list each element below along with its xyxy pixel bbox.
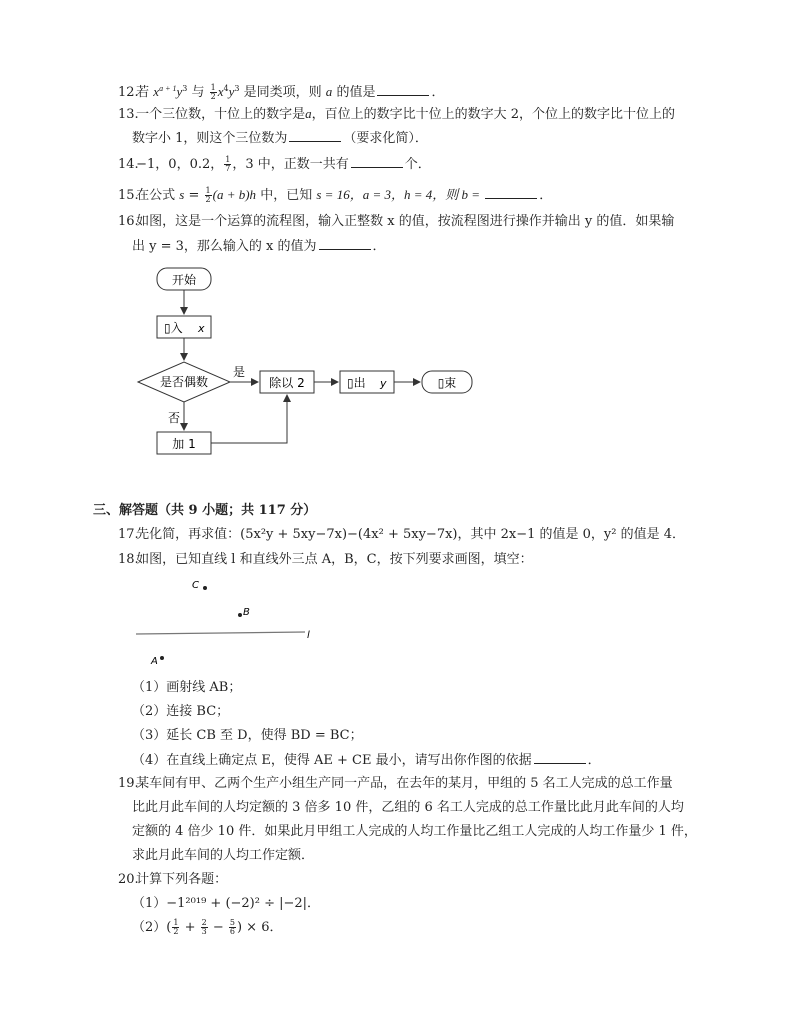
answer-blank[interactable]	[351, 155, 403, 168]
question-13-line1: 13. 一个三位数，十位上的数字是a，百位上的数字比十位上的数字大 2，个位上的数字比十位上的	[118, 106, 676, 122]
geometry-figure	[130, 575, 330, 670]
question-18-item2: （2）连接 BC；	[132, 704, 230, 719]
decision-node	[138, 362, 230, 402]
line-l	[136, 632, 305, 634]
question-18-item1: （1）画射线 AB；	[132, 680, 242, 695]
yes-label: 是	[233, 365, 246, 379]
question-18: 18. 如图，已知直线 l 和直线外三点 A，B，C，按下列要求画图，填空：	[118, 552, 533, 567]
question-19-line1: 19. 某车间有甲、乙两个生产小组生产同一产品，在去年的某月，甲组的 5 名工人完成的总工作量	[118, 776, 673, 791]
question-20-item1: （1）−1²⁰¹⁹ + (−2)² ÷ |−2|．	[132, 896, 321, 911]
svg-text:▯束: ▯束	[437, 376, 457, 390]
output-node	[340, 371, 394, 393]
question-19-line2: 比此月此车间的人均定额的 3 倍多 10 件，乙组的 6 名工人完成的总工作量比此月此车间的人均	[132, 800, 684, 815]
svg-text:加 1: 加 1	[172, 437, 196, 451]
fraction: $\frac{2}{3}$	[201, 918, 207, 936]
question-13-line2: 数字小 1，则这个三位数为 （要求化简）．	[132, 131, 428, 146]
flowchart	[130, 262, 490, 462]
start-node	[157, 268, 211, 290]
divide-node	[260, 371, 314, 393]
answer-blank[interactable]	[289, 129, 341, 142]
add-node	[157, 432, 211, 454]
question-18-item3: （3）延长 CB 至 D，使得 BD = BC；	[132, 728, 363, 743]
point-a-label: A	[151, 656, 158, 667]
question-20: 20. 计算下列各题：	[118, 872, 228, 887]
point-b-label: B	[243, 607, 250, 618]
question-14: 14. −1，0，0.2， $\frac{1}{7}$ ，3 中，正数一共有 个．	[118, 155, 431, 173]
answer-blank[interactable]	[377, 83, 429, 96]
svg-text:除以 2: 除以 2	[269, 376, 305, 390]
svg-text:x: x	[198, 322, 205, 335]
fraction: $\frac{1}{2}$	[173, 918, 179, 936]
input-node	[157, 316, 211, 338]
question-17: 17. 先化简，再求值：(5x²y + 5xy−7x)−(4x² + 5xy−7x)，其中 2x−1 的值是 0，y² 的值是 4．	[118, 527, 686, 542]
svg-text:▯入: ▯入	[164, 321, 183, 335]
fraction: $\frac{5}{6}$	[229, 918, 235, 936]
svg-text:是否偶数: 是否偶数	[159, 375, 209, 389]
answer-blank[interactable]	[319, 237, 371, 250]
answer-blank[interactable]	[485, 186, 537, 199]
point-b	[238, 613, 242, 617]
question-12: 12. 若 $x^{a + 1}y^3$ 与 $\frac{1}{2}$ $x^4y^3$ 是同类项，则 a 的值是 ．	[118, 83, 445, 101]
svg-text:开始: 开始	[171, 273, 197, 287]
point-a	[160, 656, 164, 660]
no-label: 否	[168, 411, 181, 425]
question-20-item2: （2）( $\frac{1}{2}$ + $\frac{2}{3}$ − $\frac{5}{6}$ ) × 6．	[132, 918, 283, 936]
question-19-line3: 定额的 4 倍少 10 件．如果此月甲组工人完成的人均工作量比乙组工人完成的人均工作量少 1 件，	[132, 824, 697, 839]
point-c	[203, 586, 207, 590]
svg-text:y: y	[380, 377, 387, 390]
loop-arrow	[211, 395, 287, 443]
answer-blank[interactable]	[534, 751, 586, 764]
question-15: 15. 在公式 s = $\frac{1}{2}$ (a + b)h 中，已知 s = 16，a = 3，h = 4，则 b = ．	[118, 186, 553, 204]
fraction: $\frac{1}{7}$	[225, 155, 231, 173]
question-16-line2: 出 y = 3，那么输入的 x 的值为 ．	[132, 239, 386, 254]
point-c-label: C	[192, 580, 199, 591]
fraction: $\frac{1}{2}$	[205, 186, 211, 204]
line-l-label: l	[307, 630, 310, 641]
fraction: $\frac{1}{2}$	[210, 83, 216, 101]
end-node	[422, 371, 472, 393]
question-18-item4: （4）在直线上确定点 E，使得 AE + CE 最小，请写出你作图的依据 ．	[132, 753, 601, 768]
question-19-line4: 求此月此车间的人均工作定额．	[132, 848, 315, 863]
question-16-line1: 16. 如图，这是一个运算的流程图，输入正整数 x 的值，按流程图进行操作并输出 y 的值．如果输	[118, 214, 675, 229]
section-heading: 三、解答题（共 9 小题；共 117 分）	[93, 503, 317, 518]
svg-text:▯出: ▯出	[347, 376, 366, 390]
